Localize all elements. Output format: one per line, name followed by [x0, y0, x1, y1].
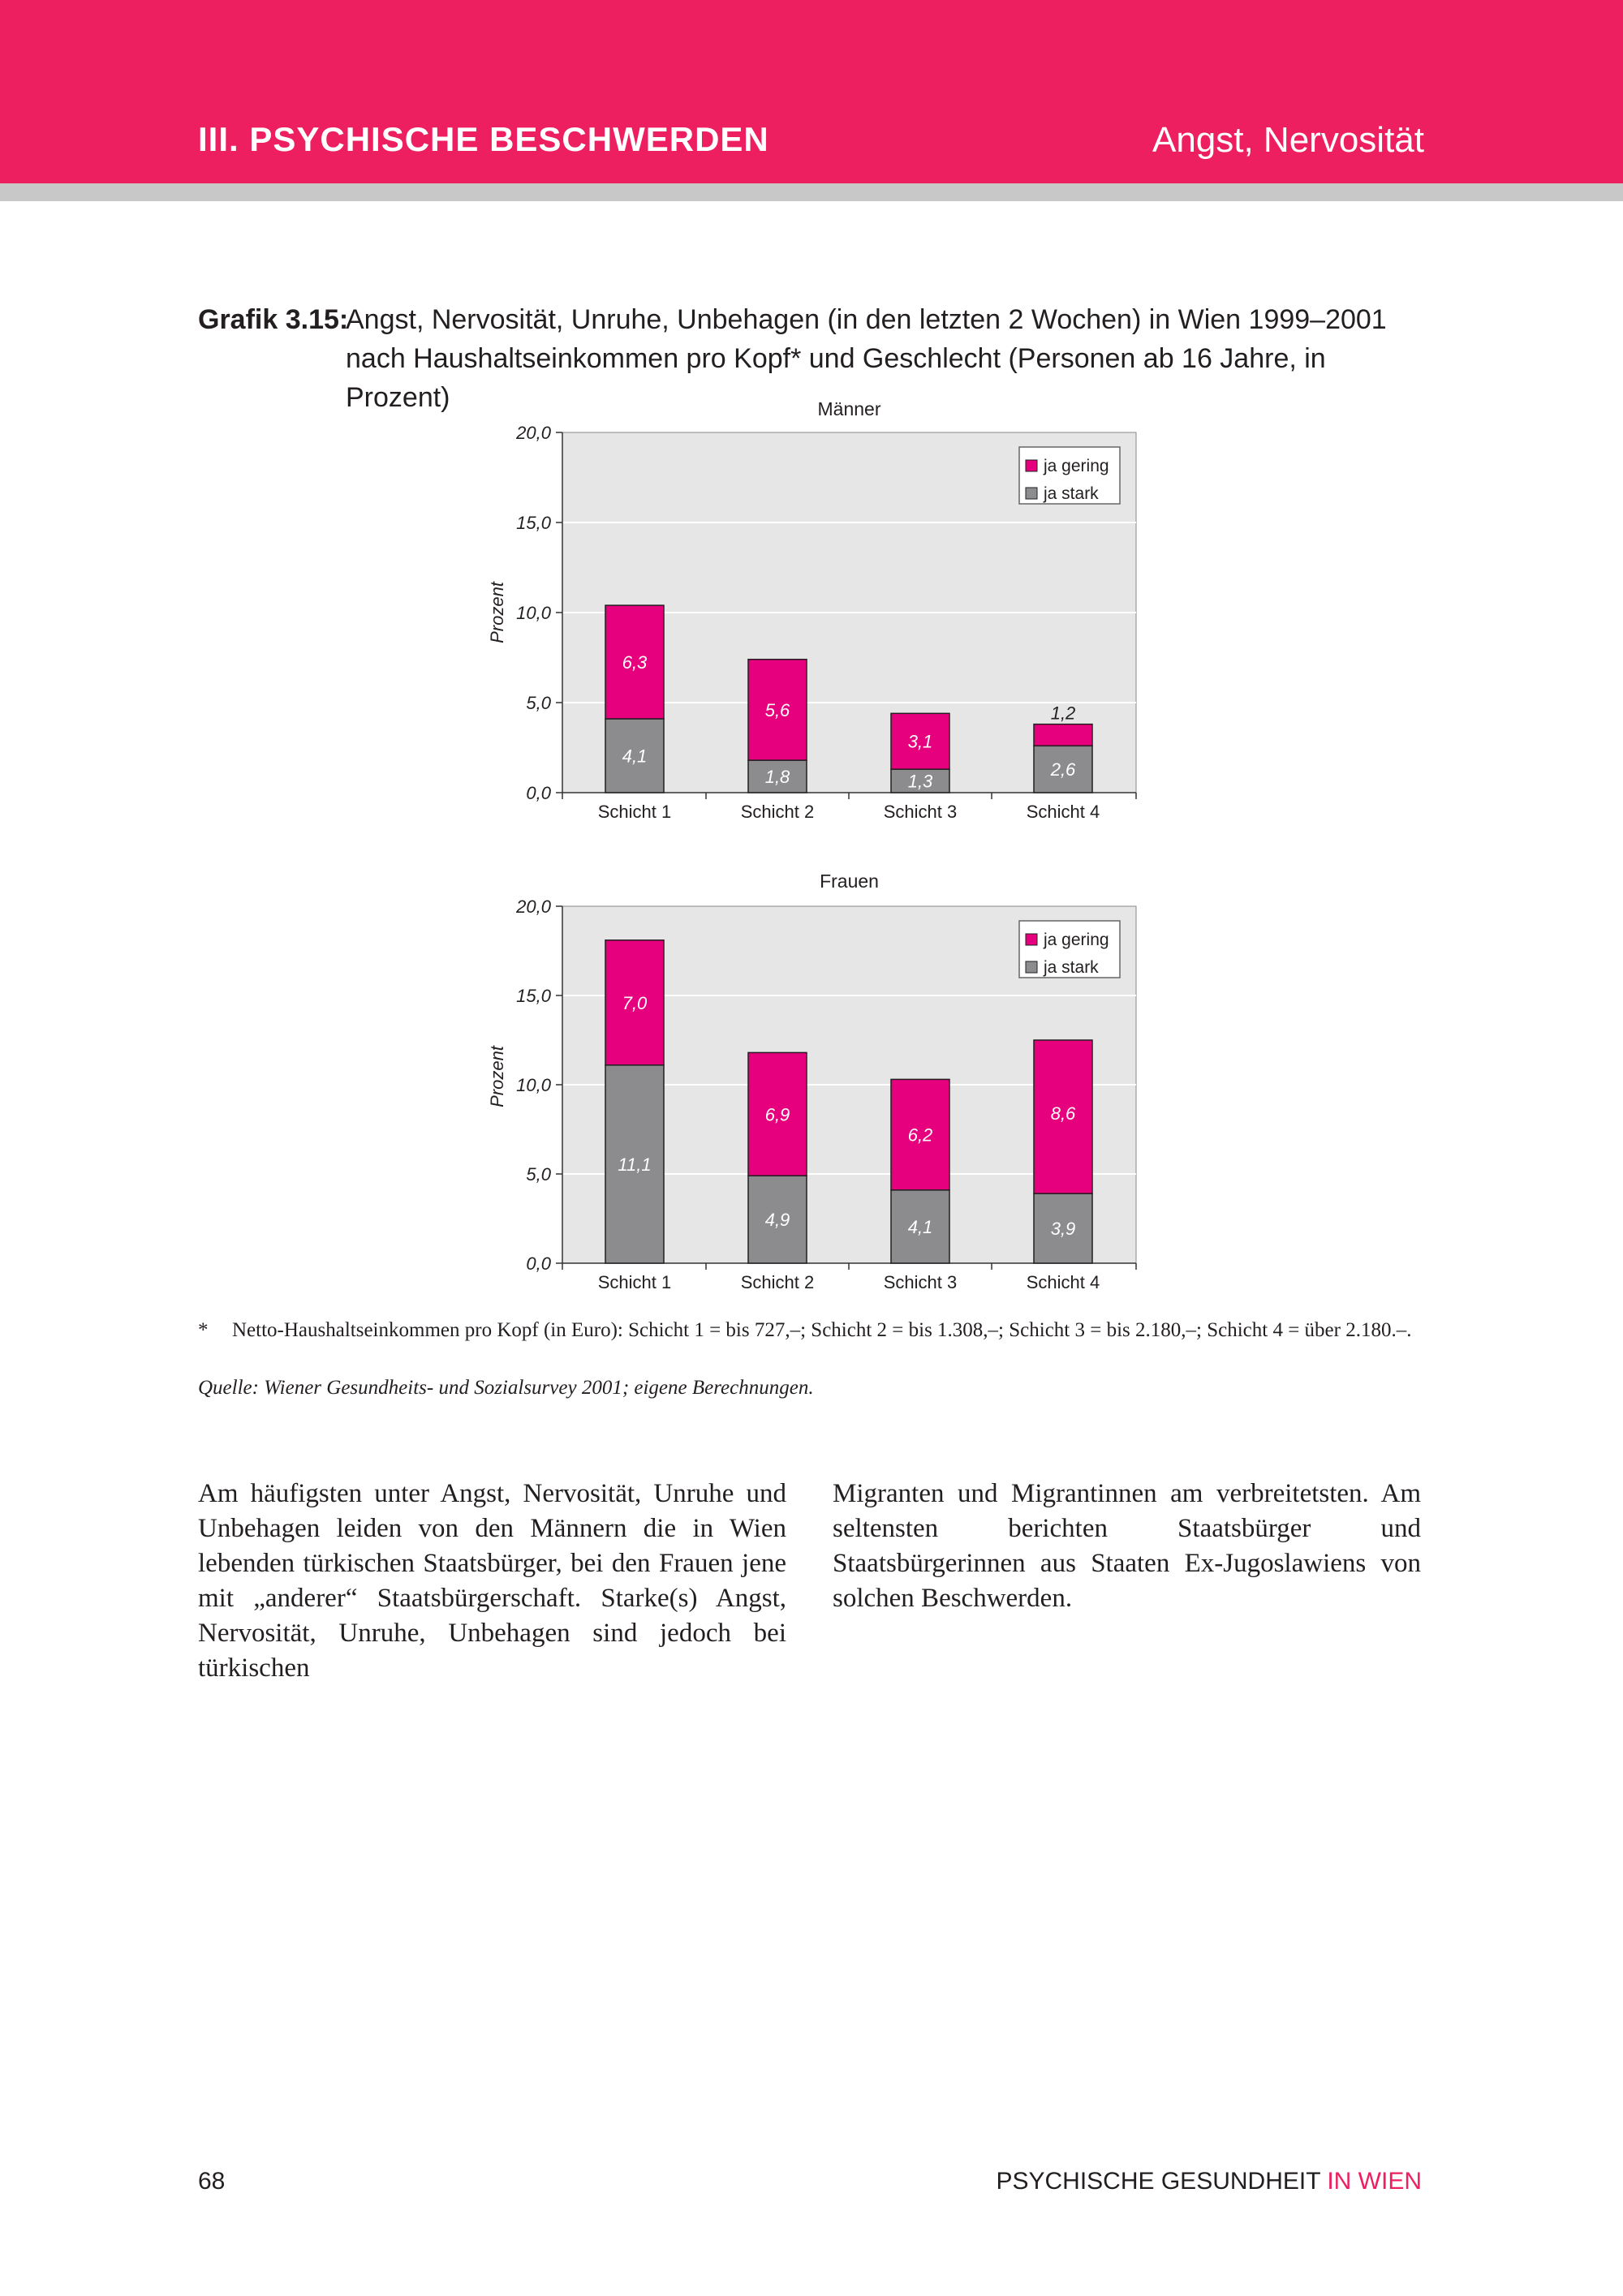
- y-axis-label: Prozent: [487, 1046, 507, 1107]
- chart-frauen: [487, 871, 1136, 1292]
- data-label-ja-gering: 3,1: [907, 731, 933, 752]
- y-tick-label: 10,0: [516, 603, 551, 623]
- data-label-ja-gering: 5,6: [764, 699, 790, 720]
- legend-swatch: [1026, 934, 1037, 945]
- section-topic: Angst, Nervosität: [1152, 120, 1424, 160]
- footer-title: [996, 2168, 1422, 2195]
- data-label-ja-gering: 6,9: [764, 1104, 790, 1125]
- x-tick-label: Schicht 2: [740, 1272, 815, 1292]
- source-note: Quelle: Wiener Gesundheits- und Sozialsurvey 2001; eigene Berechnungen.: [198, 1377, 814, 1399]
- data-label-ja-stark: 1,8: [764, 767, 790, 788]
- y-tick-label: 5,0: [526, 693, 551, 713]
- chart-title: Frauen: [820, 871, 879, 892]
- y-tick-label: 0,0: [526, 1253, 551, 1274]
- footnote-marker: *: [198, 1319, 209, 1341]
- x-tick-label: Schicht 4: [1026, 1272, 1100, 1292]
- data-label-ja-gering: 8,6: [1050, 1103, 1076, 1124]
- y-tick-label: 0,0: [526, 783, 551, 803]
- y-tick-label: 10,0: [516, 1075, 551, 1095]
- x-tick-label: Schicht 3: [883, 1272, 958, 1292]
- body-text-right: Migranten und Migrantinnen am verbreitetsten. Am seltensten berichten Staatsbürger und Staatsbürgerinnen aus Staaten Ex-Jugoslawiens von solchen Beschwerden.: [833, 1479, 1421, 1613]
- legend-entry: ja stark: [1044, 484, 1099, 503]
- y-tick-label: 20,0: [516, 423, 551, 443]
- bar-ja-gering: [1034, 724, 1092, 746]
- figure-title: Angst, Nervosität, Unruhe, Unbehagen (in den letzten 2 Wochen) in Wien 1999–2001 nach Haushaltseinkommen pro Kopf* und Geschlecht (Personen ab 16 Jahre, in Prozent): [346, 304, 1387, 413]
- data-label-ja-stark: 4,9: [764, 1210, 790, 1231]
- data-label-ja-gering: 6,2: [907, 1124, 933, 1146]
- chart-mnner: [487, 398, 1136, 822]
- data-label-ja-stark: 1,3: [907, 771, 933, 792]
- legend-swatch: [1026, 460, 1037, 471]
- x-tick-label: Schicht 3: [883, 802, 958, 822]
- data-label-ja-gering: 7,0: [622, 992, 648, 1013]
- data-label-ja-gering: 6,3: [622, 652, 648, 673]
- section-title: III. PSYCHISCHE BESCHWERDEN: [198, 120, 769, 158]
- legend-swatch: [1026, 488, 1037, 499]
- footer-title-main: PSYCHISCHE GESUNDHEIT: [996, 2168, 1328, 2195]
- y-tick-label: 20,0: [516, 896, 551, 917]
- y-tick-label: 15,0: [516, 513, 551, 533]
- legend-entry: ja gering: [1044, 931, 1109, 949]
- legend-swatch: [1026, 961, 1037, 973]
- body-text-left: Am häufigsten unter Angst, Nervosität, Unruhe und Unbehagen leiden von den Männern die in Wien lebenden türkischen Staatsbürger, bei den Frauen jene mit „anderer“ Staatsbürgerschaft. Starke(s) Angst, Nervosität, Unruhe, Unbehagen sind jedoch bei türkischen: [198, 1479, 786, 1683]
- data-label-ja-stark: 11,1: [618, 1154, 652, 1175]
- chart-title: Männer: [817, 398, 881, 419]
- y-tick-label: 5,0: [526, 1164, 551, 1185]
- legend-entry: ja stark: [1044, 958, 1099, 977]
- data-label-ja-stark: 2,6: [1050, 759, 1076, 780]
- data-label-ja-stark: 4,1: [907, 1216, 933, 1237]
- x-tick-label: Schicht 1: [597, 802, 672, 822]
- legend-entry: ja gering: [1044, 457, 1109, 475]
- y-axis-label: Prozent: [487, 582, 507, 643]
- footer-title-accent: IN WIEN: [1327, 2168, 1422, 2195]
- y-tick-label: 15,0: [516, 986, 551, 1006]
- page-number: 68: [198, 2168, 226, 2195]
- x-tick-label: Schicht 4: [1026, 802, 1100, 822]
- footnote-text: Netto-Haushaltseinkommen pro Kopf (in Euro): Schicht 1 = bis 727,–; Schicht 2 = bis 1.308,–; Schicht 3 = bis 2.180,–; Schicht 4 = über 2.180.–.: [232, 1319, 1412, 1341]
- figure-label: Grafik 3.15:: [198, 304, 349, 335]
- data-label-ja-gering: 1,2: [1050, 703, 1076, 724]
- x-tick-label: Schicht 2: [740, 802, 815, 822]
- data-label-ja-stark: 3,9: [1050, 1219, 1076, 1240]
- data-label-ja-stark: 4,1: [622, 746, 648, 767]
- x-tick-label: Schicht 1: [597, 1272, 672, 1292]
